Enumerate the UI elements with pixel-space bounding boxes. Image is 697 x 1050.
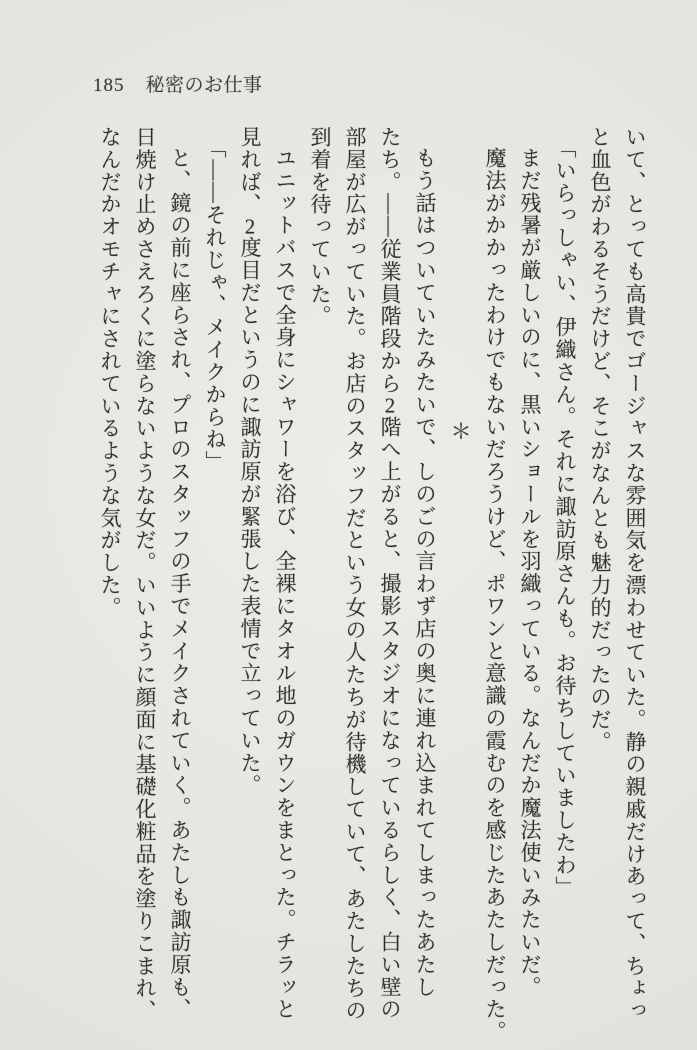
page-number: 185 — [93, 75, 125, 96]
text-line: 見れば、2度目だというのに諏訪原が緊張した表情で立っていた。 — [238, 126, 262, 797]
scene-break-asterisk: ＊ — [448, 420, 472, 441]
text-line: 日焼け止めさえろくに塗らないような女だ。いいように顔面に基礎化粧品を塗りこまれ、 — [133, 126, 157, 1022]
text-line: 「いらっしゃい、伊織さん。それに諏訪原さんも。お待ちしていましたわ」 — [553, 136, 577, 899]
text-line: まだ残暑が厳しいのに、黒いショールを羽織っている。なんだか魔法使いみたいだ。 — [518, 147, 542, 999]
text-line: 到着を待っていた。 — [308, 126, 332, 328]
text-line: たち。――従業員階段から2階へ上がると、撮影スタジオになっているらしく、白い壁の — [378, 126, 402, 1021]
text-line: 魔法がかかったわけでもないだろうけど、ポワンと意識の霞むのを感じたあたしだった。 — [483, 147, 507, 1043]
text-line: ユニットバスで全身にシャワーを浴び、全裸にタオル地のガウンをまとった。チラッと — [273, 147, 297, 1021]
text-line: いて、とっても高貴でゴージャスな雰囲気を漂わせていた。静の親戚だけあって、ちょっ — [623, 126, 647, 1022]
text-line: 部屋が広がっていた。お店のスタッフだという女の人たちが待機していて、あたしたちの — [343, 126, 367, 1022]
page-header — [93, 70, 263, 97]
upright-digit: 2 — [244, 215, 256, 237]
text-body — [92, 126, 652, 1043]
running-title: 秘密のお仕事 — [145, 75, 263, 96]
text-line: と血色がわるそうだけど、そこがなんとも魅力的だったのだ。 — [588, 126, 612, 754]
upright-digit: 2 — [384, 394, 396, 416]
text-line: 「――それじゃ、メイクからね」 — [203, 136, 227, 473]
text-line: もう話はついていたみたいで、しのごの言わず店の奥に連れ込まれてしまったあたし — [413, 147, 437, 999]
text-line: と、鏡の前に座らされ、プロのスタッフの手でメイクされていく。あたしも諏訪原も、 — [168, 147, 192, 1021]
text-line: なんだかオモチャにされているような気がした。 — [98, 126, 122, 619]
